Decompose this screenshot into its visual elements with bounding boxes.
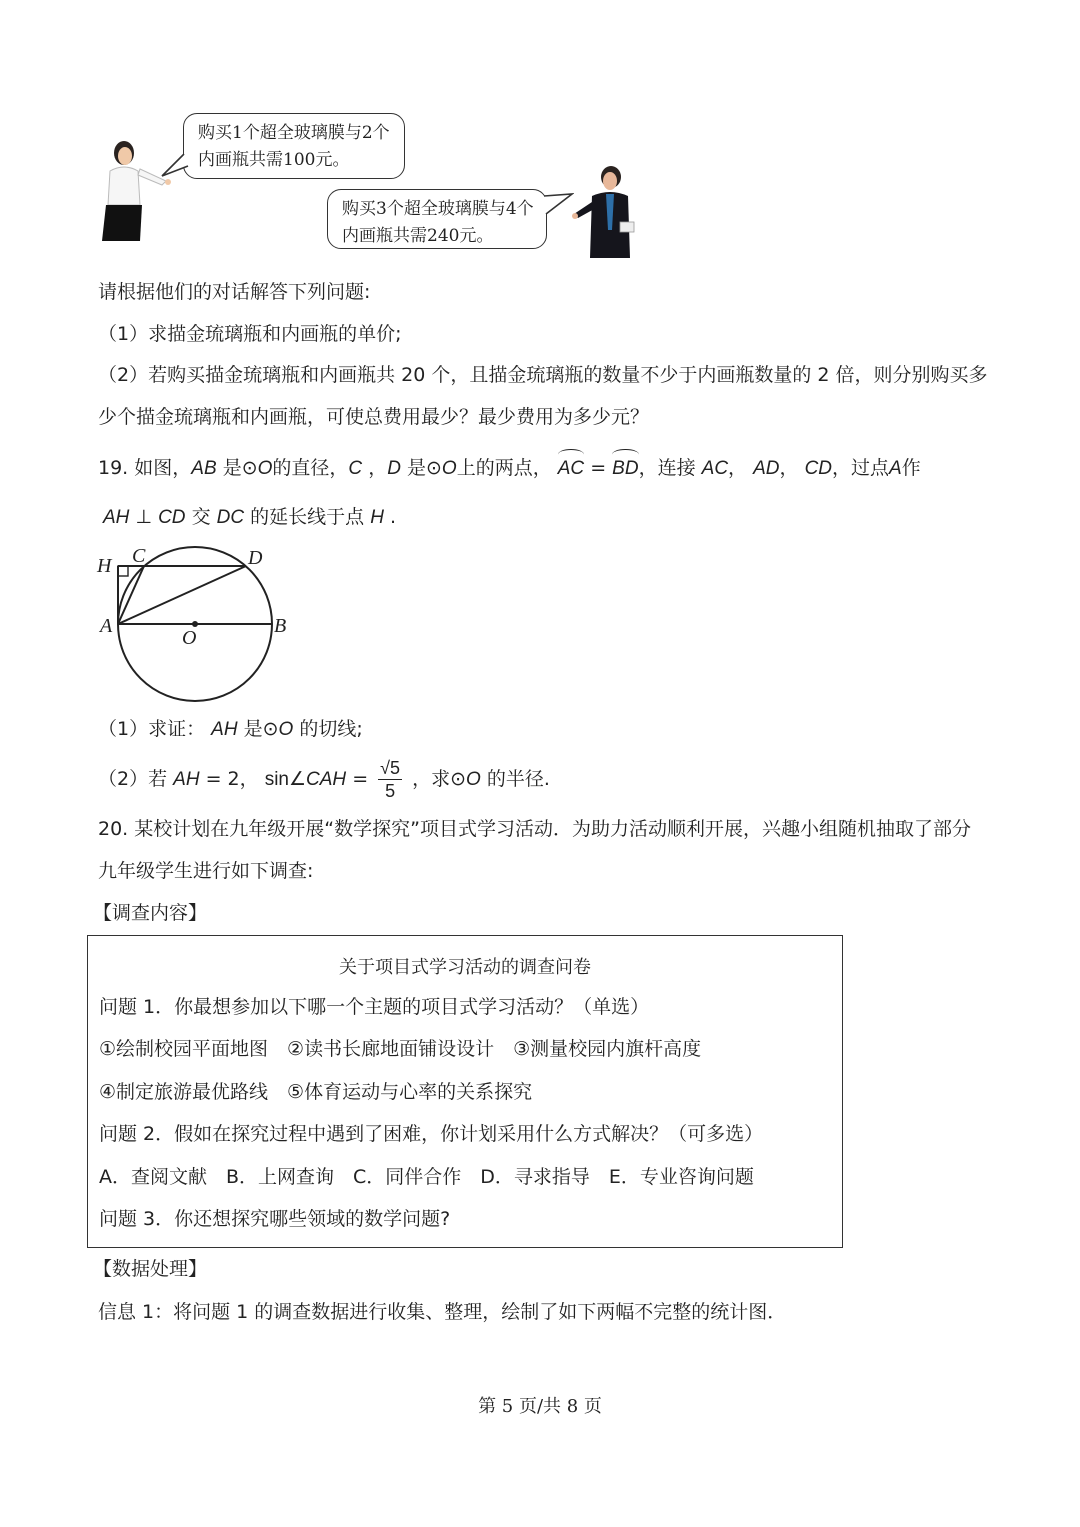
- q19-part1: [98, 716, 363, 743]
- q20-line1: 20. 某校计划在九年级开展“数学探究”项目式学习活动．为助力活动顺利开展，兴趣小组随机抽取了部分: [98, 818, 971, 840]
- speech-bubble-right: [327, 189, 547, 249]
- survey-question1-options-row1: ①绘制校园平面地图 ②读书长廊地面铺设设计 ③测量校园内旗杆高度: [99, 1038, 702, 1060]
- label-A: A: [100, 615, 113, 637]
- label-O: O: [182, 627, 197, 649]
- math-O: O: [257, 458, 273, 479]
- q19-text: 作: [901, 457, 921, 479]
- fraction-sqrt5-over-5: [378, 757, 402, 802]
- math-AH: AH: [211, 719, 238, 740]
- math-C: C: [348, 458, 363, 479]
- q19-text: （2）若: [98, 768, 168, 790]
- survey-question2-options: A．查阅文献 B．上网查询 C．同伴合作 D．寻求指导 E．专业咨询问题: [99, 1166, 754, 1188]
- label-H: H: [97, 555, 112, 577]
- q19-statement-line1: [98, 455, 921, 482]
- q19-text: 交: [191, 506, 211, 528]
- math-D: D: [387, 458, 401, 479]
- segment-AC: [118, 566, 144, 624]
- bubble-left-line1: 购买1个超全玻璃膜与2个: [198, 123, 390, 143]
- label-B: B: [274, 615, 287, 637]
- q19-text: 的半径.: [486, 768, 550, 790]
- math-DC: DC: [216, 507, 245, 528]
- q19-text: 如图，: [134, 457, 192, 479]
- q19-text: 的直径，: [272, 457, 349, 479]
- survey-question1: 问题 1．你最想参加以下哪一个主题的项目式学习活动？（单选）: [99, 996, 650, 1018]
- math-equals: =: [352, 768, 369, 790]
- arc-BD: BD: [612, 456, 638, 482]
- math-sin: sin∠: [264, 769, 307, 790]
- math-perp: ⊥: [135, 506, 153, 528]
- speech-bubble-left: [183, 113, 405, 179]
- segment-AD: [118, 566, 246, 624]
- bubble-right-line1: 购买3个超全玻璃膜与4个: [342, 199, 534, 219]
- q18-part1: （1）求描金琉璃瓶和内画瓶的单价;: [98, 323, 402, 345]
- q19-text: ，连接: [638, 457, 696, 479]
- math-CAH: CAH: [306, 769, 347, 790]
- math-AC: AC: [701, 458, 729, 479]
- math-AH: AH: [173, 769, 200, 790]
- bubble-right-line2: 内画瓶共需240元。: [342, 226, 494, 246]
- survey-questionnaire-box: [87, 935, 843, 1248]
- math-O: O: [278, 719, 294, 740]
- circle-geometry-figure: [90, 540, 300, 710]
- fraction-denominator: 5: [385, 781, 396, 801]
- math-CD: CD: [804, 458, 833, 479]
- fraction-numerator: √5: [380, 758, 401, 778]
- heading-survey-content: 【调查内容】: [93, 902, 208, 924]
- q19-text: 的切线;: [299, 718, 363, 740]
- q19-text: ，: [368, 457, 388, 479]
- survey-question1-options-row2: ④制定旅游最优路线 ⑤体育运动与心率的关系探究: [99, 1081, 533, 1103]
- q18-intro: 请根据他们的对话解答下列问题:: [98, 281, 371, 303]
- math-A: A: [889, 458, 902, 479]
- q19-statement-line2: [103, 504, 396, 531]
- label-C: C: [132, 545, 146, 567]
- q19-text: ，求⊙: [412, 768, 467, 790]
- q19-text: 是⊙: [406, 457, 442, 479]
- heading-data-processing: 【数据处理】: [93, 1258, 208, 1280]
- arc-AC: AC: [558, 456, 584, 482]
- math-equals: =: [590, 457, 607, 479]
- q19-text: ，: [779, 457, 799, 479]
- survey-title: 关于项目式学习活动的调查问卷: [339, 957, 591, 978]
- q18-part2-line2: 少个描金琉璃瓶和内画瓶，可使总费用最少？最少费用为多少元？: [98, 406, 650, 428]
- math-AB: AB: [191, 458, 217, 479]
- q19-text: 上的两点，: [456, 457, 552, 479]
- math-O: O: [441, 458, 457, 479]
- q19-text: 是⊙: [222, 457, 258, 479]
- q19-number: 19.: [98, 457, 129, 479]
- q19-text: = 2，: [205, 768, 259, 790]
- q20-line2: 九年级学生进行如下调查:: [98, 860, 314, 882]
- q19-text: 的延长线于点: [250, 506, 365, 528]
- label-D: D: [248, 547, 263, 569]
- survey-question3: 问题 3．你还想探究哪些领域的数学问题?: [99, 1208, 451, 1230]
- bubble-left-line2: 内画瓶共需100元。: [198, 150, 350, 170]
- math-CD: CD: [158, 507, 186, 528]
- q18-part2-line1: （2）若购买描金琉璃瓶和内画瓶共 20 个，且描金琉璃瓶的数量不少于内画瓶数量的 2 倍，则分别购买多: [98, 364, 988, 386]
- math-AH: AH: [103, 507, 130, 528]
- q19-text: 是⊙: [243, 718, 279, 740]
- math-H: H: [370, 507, 384, 528]
- q19-text: ，过点: [832, 457, 890, 479]
- q19-text: .: [389, 506, 397, 528]
- man-figure: [568, 160, 648, 260]
- math-O: O: [466, 769, 481, 790]
- q20-info1: 信息 1：将问题 1 的调查数据进行收集、整理，绘制了如下两幅不完整的统计图．: [98, 1301, 787, 1323]
- math-AD: AD: [753, 458, 780, 479]
- right-angle-mark: [118, 566, 128, 576]
- survey-question2: 问题 2．假如在探究过程中遇到了困难，你计划采用什么方式解决？（可多选）: [99, 1123, 764, 1145]
- page-number-footer: 第 5 页/共 8 页: [478, 1396, 602, 1417]
- bubble-left-tail: [160, 152, 190, 182]
- q19-part2: [98, 754, 550, 805]
- q19-text: ，: [728, 457, 748, 479]
- q19-text: （1）求证：: [98, 718, 206, 740]
